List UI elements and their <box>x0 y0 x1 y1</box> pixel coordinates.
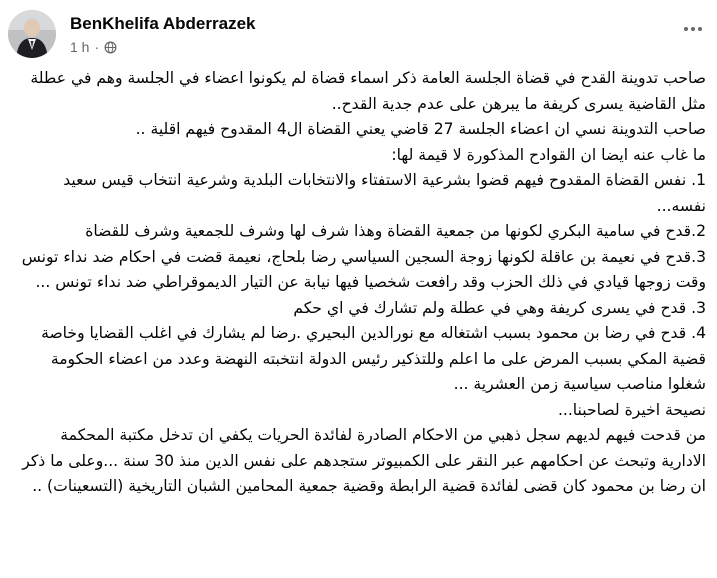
avatar-photo <box>8 10 56 58</box>
author-name[interactable]: BenKhelifa Abderrazek <box>70 14 256 33</box>
post-paragraph-4: 1. نفس القضاة المقدوح فيهم قضوا بشرعية الاستفتاء والانتخابات البلدية وشرعية انتخاب قيس سعيد نفسه... <box>63 171 706 215</box>
globe-icon[interactable] <box>104 41 117 54</box>
more-options-icon[interactable] <box>678 18 708 40</box>
post-text <box>12 66 706 500</box>
avatar[interactable] <box>8 10 56 58</box>
post-paragraph-10: من قدحت فيهم لديهم سجل ذهبي من الاحكام الصادرة لفائدة الحريات يكفي ان تدخل مكتبة المحكمة الادارية وتبحث عن احكامهم عبر النقر على الكمبيوتر ستجدهم على نفس الدين منذ 30 سنة ...وعلى ما ذكر ان رضا بن محمود كان قضى لفائدة قضية الرابطة وقضية جمعية المحامين الشبان التاريخية (التسعينات) .. <box>22 426 706 495</box>
more-dot <box>691 27 695 31</box>
post-paragraph-1: صاحب تدوينة القدح في قضاة الجلسة العامة ذكر اسماء قضاة لم يكونوا اعضاء في الجلسة وهم في عطلة مثل القاضية يسرى كريفة ما يبرهن على عدم جدية القدح.. <box>30 69 706 113</box>
post-paragraph-9: نصيحة اخيرة لصاحبنا... <box>557 400 706 419</box>
post-paragraph-5: 2.قدح في سامية البكري لكونها من جمعية القضاة وهذا شرف لها وشرف للجمعية وشرف للقضاة <box>85 222 706 240</box>
post-timestamp[interactable]: 1 h <box>70 39 90 55</box>
post-paragraph-6: 3.قدح في نعيمة بن عاقلة لكونها زوجة السجين السياسي رضا بلحاج، نعيمة قضت في احكام ضد نداء تونس وقت زوجها قيادي في ذلك الحزب وقد رافعت شخصيا فيها نيابة عن التيار الديموقراطي ضد نداء تونس ... <box>21 247 706 291</box>
post-paragraph-7: 3. قدح في يسرى كريفة وهي في عطلة ولم تشارك في اي حكم <box>293 298 706 317</box>
post-header <box>8 8 708 62</box>
post-paragraph-2: صاحب التدوينة نسي ان اعضاء الجلسة 27 قاضي يعني القضاة ال4 المقدوح فيهم اقلية .. <box>135 120 706 138</box>
meta-separator: · <box>94 39 100 55</box>
post-paragraph-8: 4. قدح في رضا بن محمود بسبب اشتغاله مع نورالدين البحيري .رضا لم يشارك في اغلب القضايا وخاصة قضية المكي بسبب المرض على ما اعلم وللتذكير رئيس الدولة انتخبته النهضة وعدد من اعضاء الحكومة شغلوا مناصب سياسية زمن العشرية ... <box>41 324 706 393</box>
more-dot <box>684 27 688 31</box>
post-meta <box>70 39 117 55</box>
post-paragraph-3: ما غاب عنه ايضا ان القوادح المذكورة لا قيمة لها: <box>391 145 706 164</box>
more-dot <box>698 27 702 31</box>
